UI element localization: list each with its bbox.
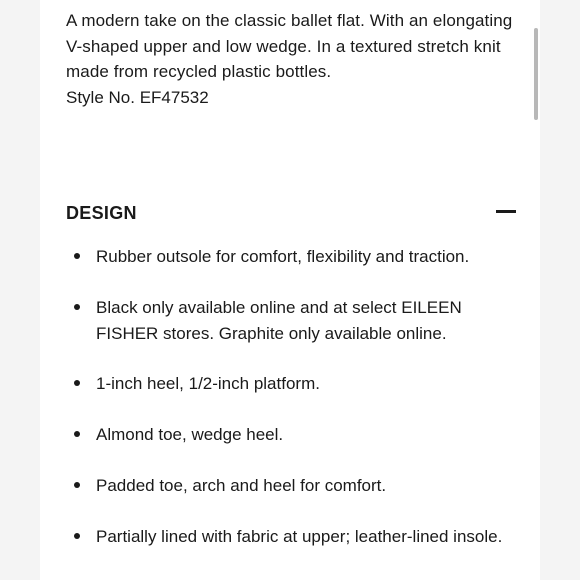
- list-item-text: Rubber outsole for comfort, flexibility and traction.: [96, 247, 470, 266]
- list-item-text: Padded toe, arch and heel for comfort.: [96, 476, 387, 495]
- design-section-header[interactable]: [66, 200, 518, 228]
- list-item-text: Partially lined with fabric at upper; leather-lined insole.: [96, 527, 503, 546]
- list-item: [72, 244, 522, 269]
- list-item: [72, 422, 522, 447]
- bullet-icon: [74, 431, 80, 437]
- bullet-icon: [74, 482, 80, 488]
- product-description: A modern take on the classic ballet flat. With an elongating V-shaped upper and low wedge. In a textured stretch knit made from recycled plastic bottles.: [66, 11, 513, 81]
- bullet-icon: [74, 380, 80, 386]
- collapse-design-button[interactable]: [494, 200, 518, 224]
- style-number: Style No. EF47532: [66, 87, 209, 107]
- list-item: [72, 295, 522, 346]
- left-gutter: [0, 0, 40, 580]
- list-item-text: Black only available online and at select EILEEN FISHER stores. Graphite only available online.: [96, 298, 462, 343]
- design-feature-list: [72, 244, 522, 575]
- list-item-text: 1-inch heel, 1/2-inch platform.: [96, 374, 320, 393]
- bullet-icon: [74, 253, 80, 259]
- list-item-text: Almond toe, wedge heel.: [96, 425, 284, 444]
- list-item: [72, 473, 522, 498]
- design-section-title: DESIGN: [66, 203, 137, 223]
- list-item: [72, 371, 522, 396]
- bullet-icon: [74, 304, 80, 310]
- bullet-icon: [74, 533, 80, 539]
- product-description-block: [66, 8, 526, 110]
- minus-icon: [496, 210, 516, 213]
- scrollbar-thumb[interactable]: [534, 28, 538, 120]
- right-gutter: [540, 0, 580, 580]
- list-item: [72, 524, 522, 575]
